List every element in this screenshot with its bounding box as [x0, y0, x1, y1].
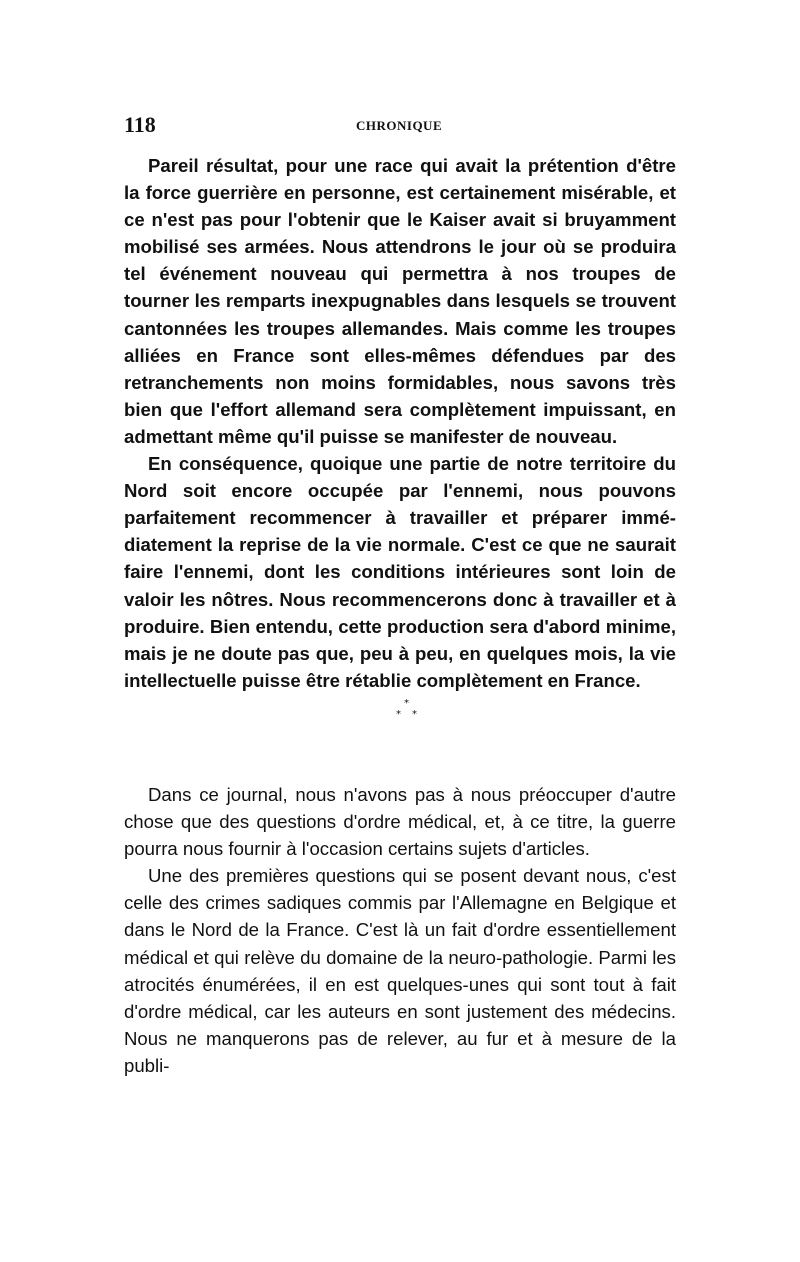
separator-star-right: *	[412, 708, 417, 720]
paragraph-2: En conséquence, quoique une partie de notre territoire du Nord soit encore occupée par l'ennemi, nous pouvons parfaitement recommencer à travailler et préparer immédiatement la reprise de la vie normale. C'est ce que ne saurait faire l'ennemi, dont les conditions intérieures sont loin de valoir les nôtres. Nous recommencerons donc à travailler et à produire. Bien entendu, cette production sera d'abord minime, mais je ne doute pas que, peu à peu, en quelques mois, la vie intellectuelle puisse être rétablie complètement en France.	[124, 453, 676, 691]
section-separator	[124, 694, 676, 738]
separator-star-left: *	[396, 708, 401, 720]
separator-star-top: *	[404, 697, 409, 709]
paragraph-3: Dans ce journal, nous n'avons pas à nous préoccuper d'autre chose que des questions d'ordre médical, et, à ce titre, la guerre pourra nous fournir à l'occasion certains sujets d'articles.	[124, 784, 676, 860]
upper-text-block	[124, 152, 676, 738]
paragraph-4: Une des premières questions qui se posent devant nous, c'est celle des crimes sadiques commis par l'Allemagne en Belgique et dans le Nord de la France. C'est là un fait d'ordre essentiellement médical et qui relève du domaine de la neuro-pathologie. Parmi les atrocités énumérées, il en est quelques-unes qui sont tout à fait d'ordre médical, car les auteurs en sont justement des médecins. Nous ne manquerons pas de relever, au fur et à mesure de la publi-	[124, 865, 676, 1076]
running-title: CHRONIQUE	[356, 118, 443, 133]
page-header	[124, 113, 680, 137]
page-number: 118	[124, 112, 156, 137]
lower-text-block	[124, 781, 676, 1079]
paragraph-1: Pareil résultat, pour une race qui avait la prétention d'être la force guerrière en personne, est certainement misérable, et ce n'est pas pour l'obtenir que le Kaiser avait si bruyamment mobilisé ses armées. Nous attendrons le jour où se produira tel événement nouveau qui permettra à nos troupes de tourner les remparts inexpugnables dans lesquels se trouvent cantonnées les troupes allemandes. Mais comme les troupes alliées en France sont elles-mêmes défendues par des retranchements non moins formidables, nous savons très bien que l'effort allemand sera complètement impuissant, en admettant même qu'il puisse se manifester de nouveau.	[124, 155, 676, 447]
